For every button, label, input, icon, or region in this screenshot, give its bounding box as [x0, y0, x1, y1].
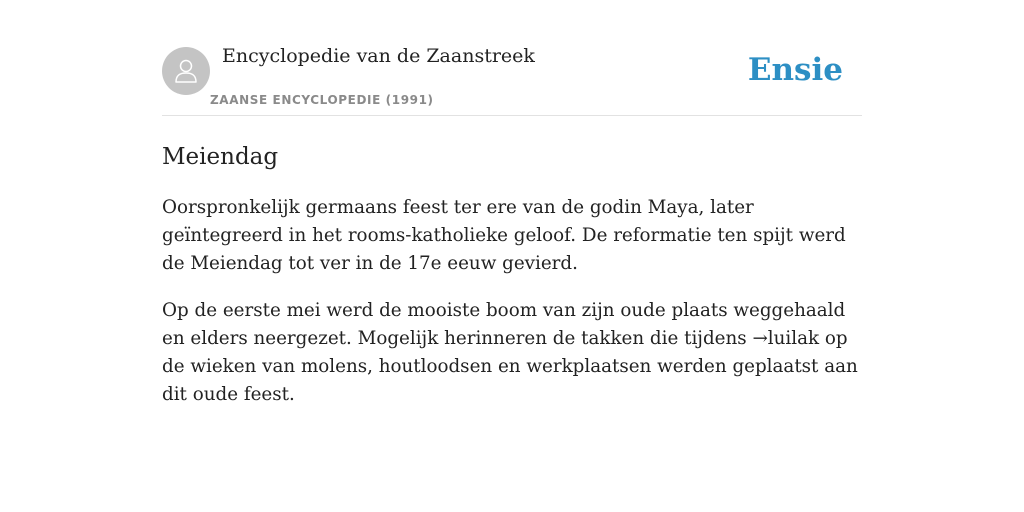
article-paragraph: [162, 297, 862, 409]
article-page: [162, 0, 862, 409]
paragraph-text: op de wieken van molens, houtloodsen en werkplaatsen werden geplaatst aan dit oude feest.: [162, 328, 858, 405]
source-avatar[interactable]: [162, 47, 210, 95]
luilak-reference-link[interactable]: →luilak: [752, 328, 820, 349]
source-header: [162, 47, 862, 116]
paragraph-text: Op de eerste mei werd de mooiste boom van zijn oude plaats weggehaald en elders neergezet. Mogelijk herinneren de takken die tijdens: [162, 300, 846, 349]
article-paragraph: Oorspronkelijk germaans feest ter ere van de godin Maya, later geïntegreerd in het rooms-katholieke geloof. De reformatie ten spijt werd de Meiendag tot ver in de 17e eeuw gevierd.: [162, 197, 846, 274]
source-subtitle: ZAANSE ENCYCLOPEDIE (1991): [210, 93, 434, 107]
article-title: Meiendag: [162, 144, 279, 170]
user-icon: [171, 56, 201, 86]
source-title-link[interactable]: Encyclopedie van de Zaanstreek: [222, 45, 535, 67]
ensie-logo-link[interactable]: Ensie: [747, 52, 843, 88]
